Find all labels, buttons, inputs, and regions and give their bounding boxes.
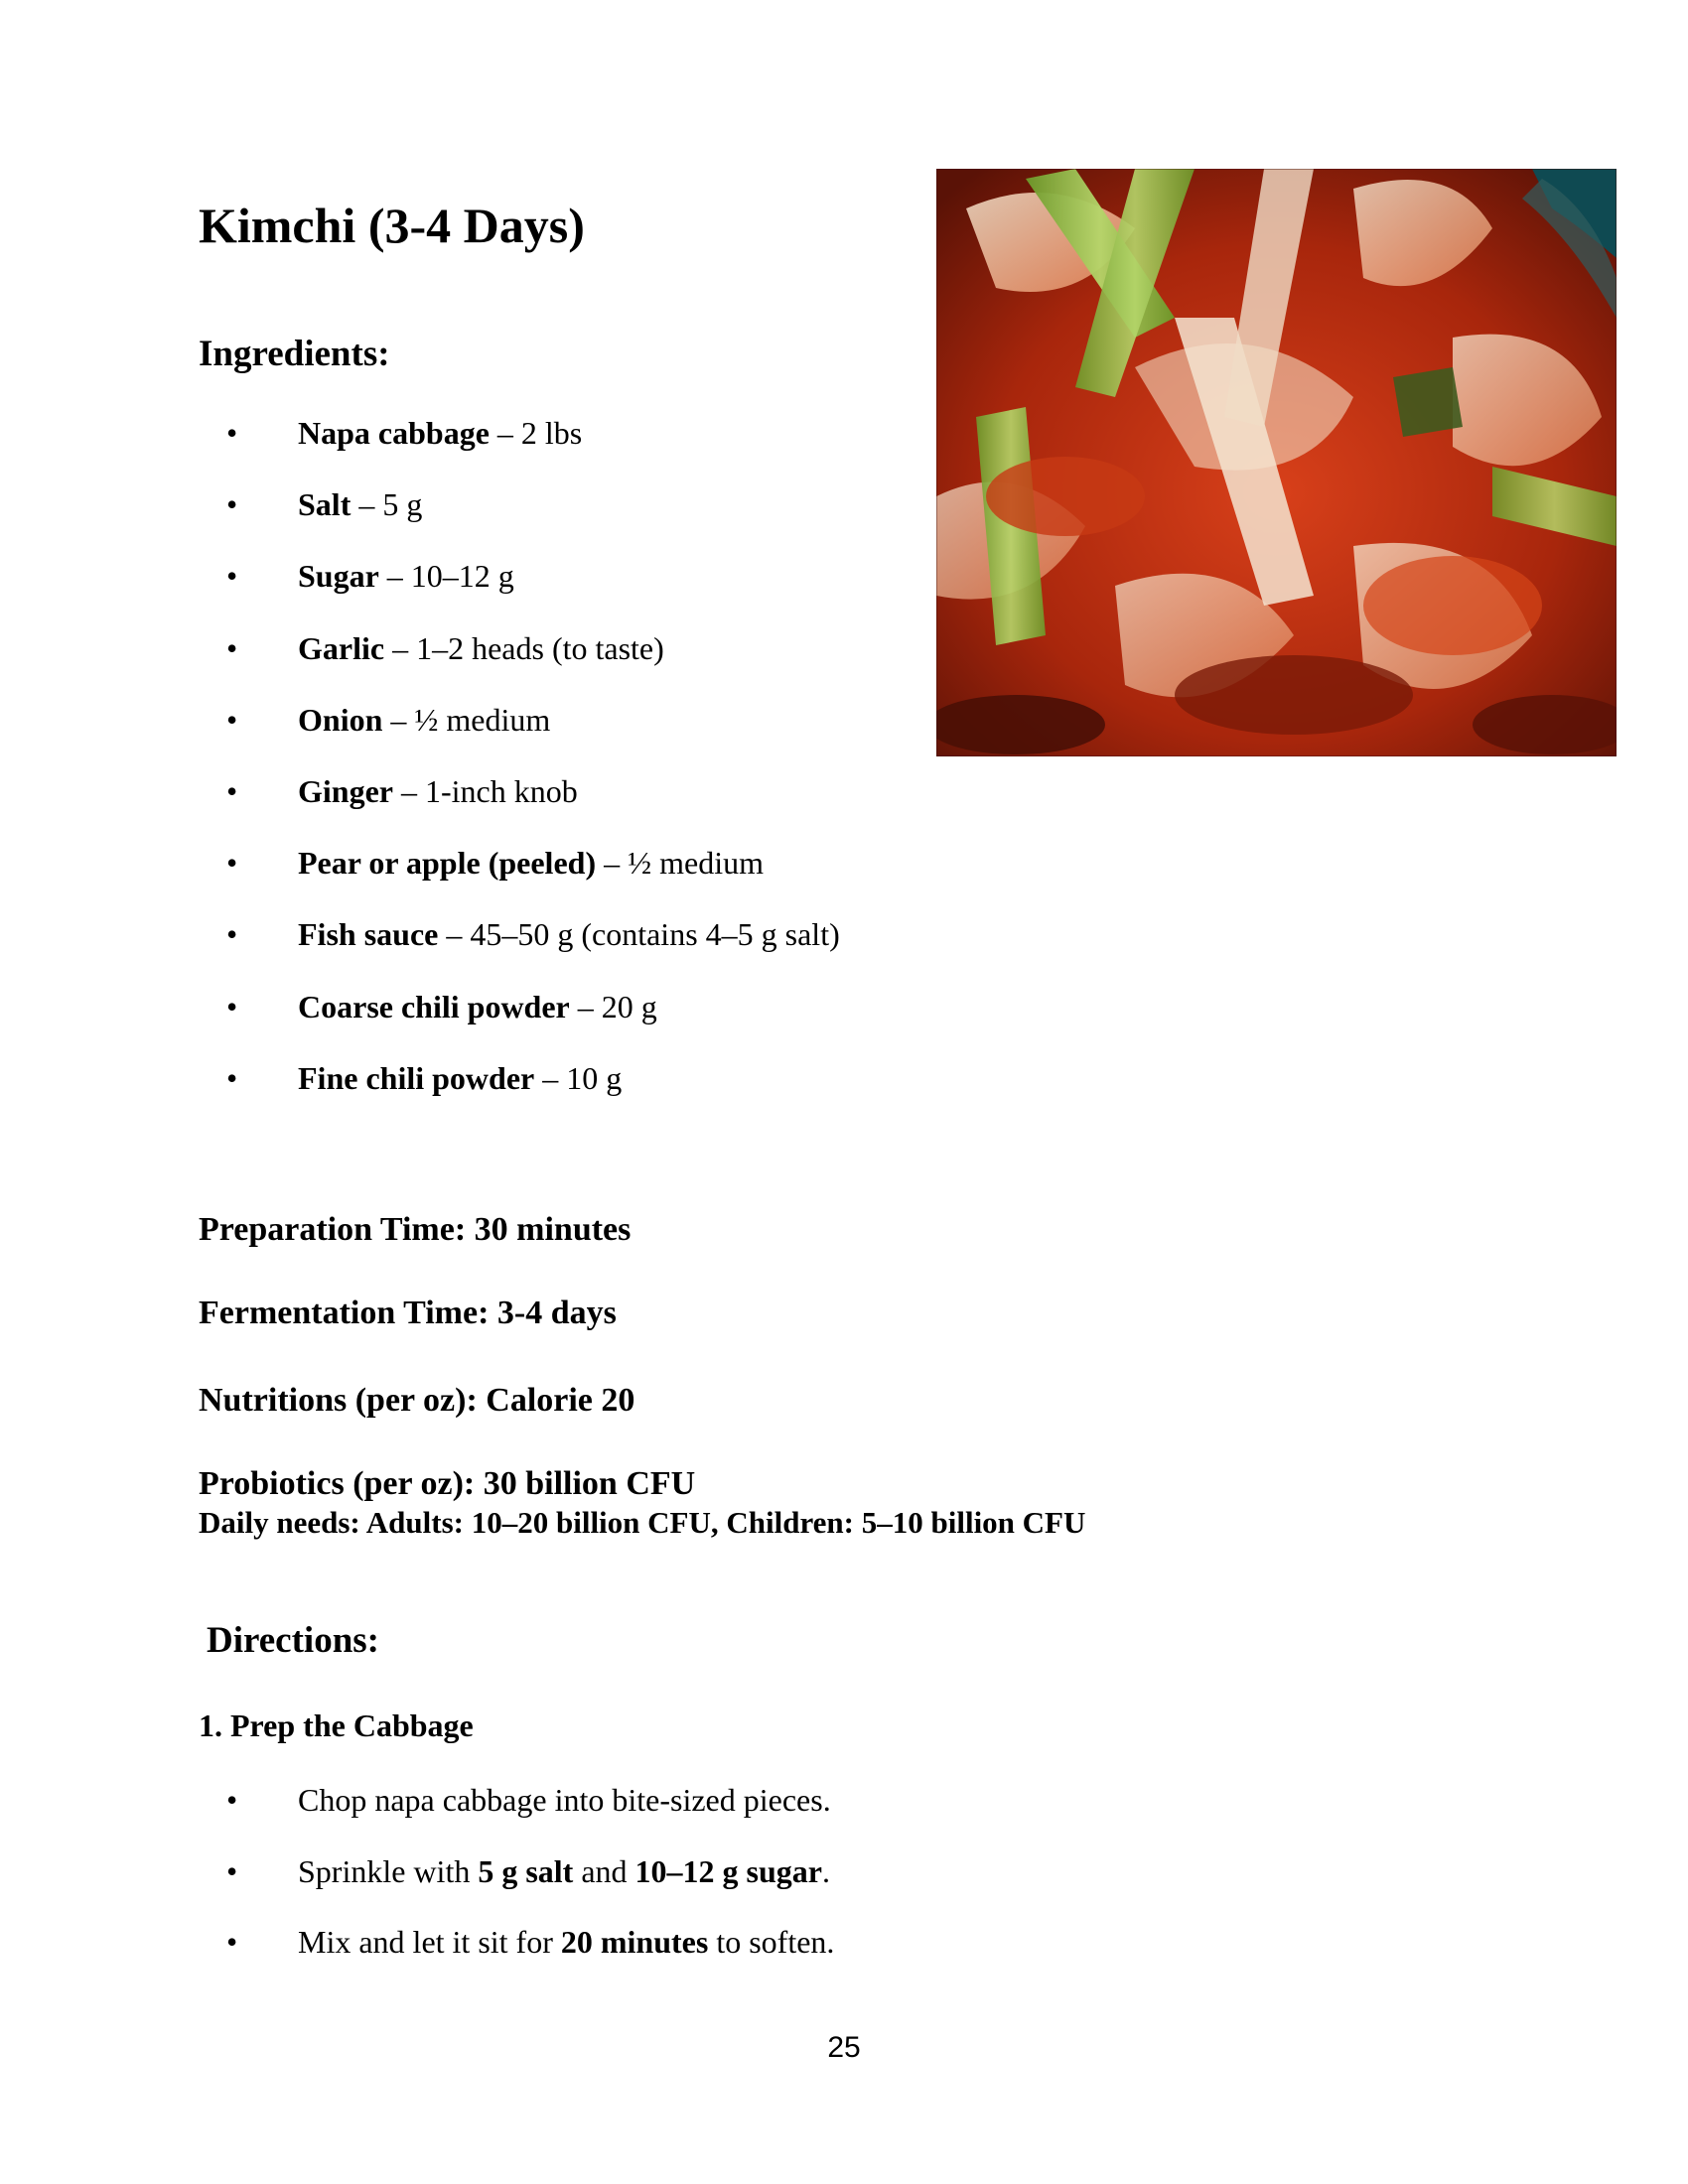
ingredient-quantity: 1-inch knob [424, 773, 578, 809]
ingredient-text [298, 988, 657, 1024]
ingredient-separator: – [534, 1059, 567, 1096]
ingredient-separator: – [392, 773, 425, 809]
ingredient-text [298, 486, 423, 523]
daily-needs: Daily needs: Adults: 10–20 billion CFU, Children: 5–10 billion CFU [199, 1505, 1086, 1540]
preparation-time: Preparation Time: 30 minutes [199, 1211, 632, 1248]
bullet-icon: • [226, 988, 238, 1024]
ingredient-name: Garlic [298, 629, 385, 666]
ingredient-quantity: 2 lbs [520, 415, 583, 451]
kimchi-photo-image [936, 169, 1617, 756]
page-title: Kimchi (3-4 Days) [199, 198, 585, 253]
direction-fragment: Mix and let it sit for [298, 1924, 561, 1960]
direction-emphasis: 20 minutes [560, 1924, 709, 1960]
bullet-icon: • [226, 916, 238, 953]
direction-fragment: Sprinkle with [298, 1852, 479, 1889]
bullet-icon: • [226, 629, 238, 666]
ingredient-text [298, 558, 514, 595]
ingredient-text [298, 701, 551, 738]
ingredient-name: Fine chili powder [298, 1059, 535, 1096]
directions-heading: Directions: [207, 1620, 379, 1661]
step-1-heading: 1. Prep the Cabbage [199, 1707, 474, 1743]
ingredient-text [298, 629, 664, 666]
ingredient-quantity: ½ medium [414, 701, 551, 738]
ingredient-name: Fish sauce [298, 916, 439, 953]
ingredient-name: Coarse chili powder [298, 988, 570, 1024]
ingredient-name: Salt [298, 486, 352, 523]
bullet-icon: • [226, 486, 238, 523]
ingredient-separator: – [596, 845, 629, 882]
bullet-icon: • [226, 1852, 238, 1889]
ingredient-separator: – [489, 415, 521, 451]
direction-fragment: Chop napa cabbage into bite-sized pieces. [298, 1782, 831, 1818]
ingredient-separator: – [351, 486, 383, 523]
ingredient-separator: – [378, 558, 411, 595]
ingredient-text [298, 1059, 623, 1096]
ingredient-quantity: 20 g [601, 988, 657, 1024]
ingredient-text [298, 775, 578, 807]
direction-text [298, 1784, 831, 1816]
ingredient-separator: – [384, 629, 417, 666]
direction-text [298, 1926, 834, 1958]
ingredient-quantity: 10 g [566, 1059, 623, 1096]
ingredient-text [298, 417, 582, 449]
ingredient-quantity: 5 g [382, 486, 423, 523]
page-number: 25 [827, 2031, 861, 2064]
bullet-icon: • [226, 558, 238, 595]
ingredient-name: Pear or apple (peeled) [298, 845, 597, 882]
ingredient-text [298, 916, 840, 953]
ingredients-heading: Ingredients: [199, 334, 390, 374]
ingredient-name: Onion [298, 701, 383, 738]
bullet-icon: • [226, 1924, 238, 1960]
probiotics-info: Probiotics (per oz): 30 billion CFU [199, 1465, 696, 1502]
ingredient-separator: – [382, 701, 415, 738]
ingredient-name: Napa cabbage [298, 415, 490, 451]
ingredient-name: Ginger [298, 773, 393, 809]
ingredient-text [298, 845, 764, 882]
fermentation-time: Fermentation Time: 3-4 days [199, 1295, 617, 1331]
ingredient-quantity: 1–2 heads (to taste) [416, 629, 664, 666]
ingredient-quantity: 45–50 g (contains 4–5 g salt) [470, 916, 840, 953]
bullet-icon: • [226, 415, 238, 451]
ingredient-separator: – [569, 988, 602, 1024]
ingredient-quantity: 10–12 g [410, 558, 514, 595]
direction-emphasis: 10–12 g sugar [634, 1852, 822, 1889]
bullet-icon: • [226, 845, 238, 882]
ingredient-separator: – [438, 916, 471, 953]
nutrition-info: Nutritions (per oz): Calorie 20 [199, 1382, 635, 1419]
kimchi-photo [936, 169, 1617, 756]
bullet-icon: • [226, 773, 238, 809]
bullet-icon: • [226, 701, 238, 738]
direction-fragment: . [821, 1852, 830, 1889]
ingredient-name: Sugar [298, 558, 379, 595]
direction-text [298, 1852, 830, 1889]
ingredient-quantity: ½ medium [628, 845, 764, 882]
bullet-icon: • [226, 1059, 238, 1096]
direction-fragment: and [573, 1852, 635, 1889]
bullet-icon: • [226, 1782, 238, 1818]
direction-emphasis: 5 g salt [478, 1852, 574, 1889]
direction-fragment: to soften. [708, 1924, 835, 1960]
